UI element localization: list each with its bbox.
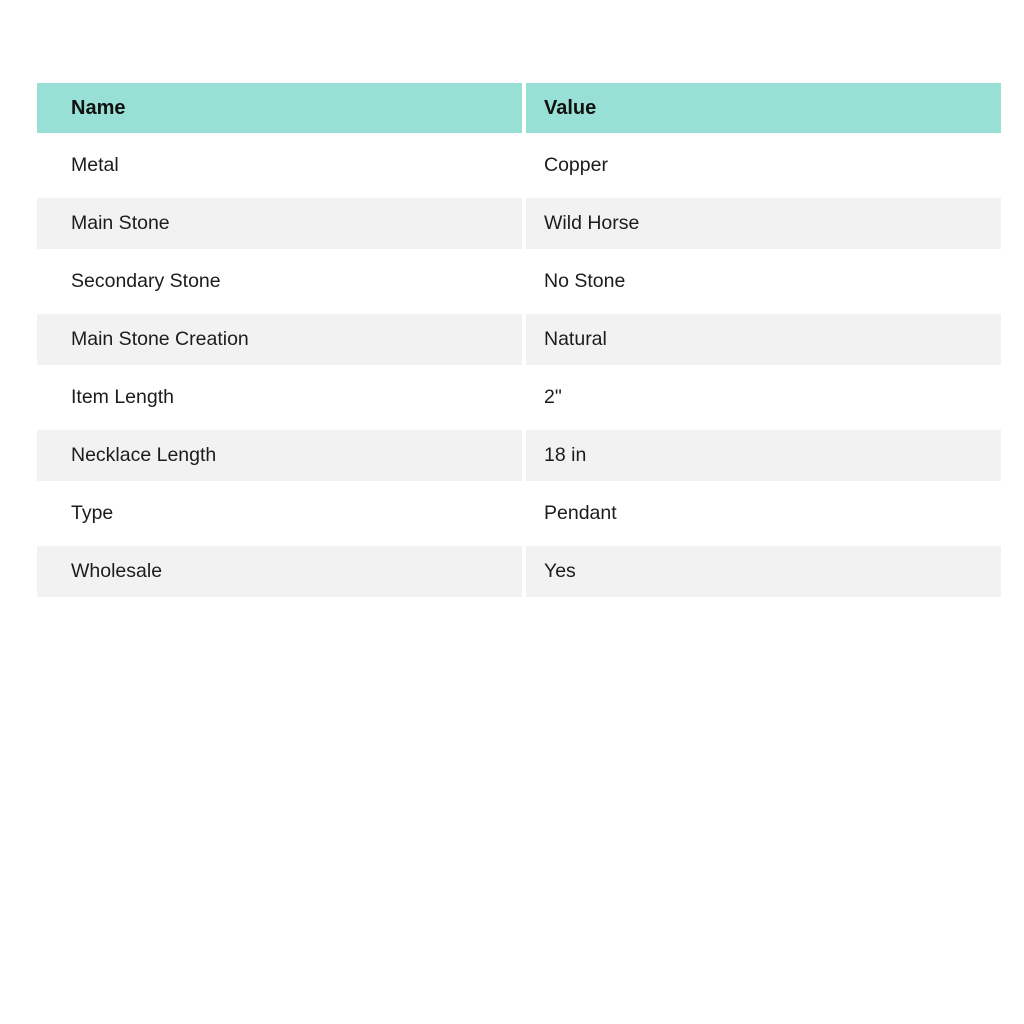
cell-value: No Stone <box>526 256 1001 307</box>
table-row <box>37 488 1001 539</box>
header-cell-value: Value <box>526 83 1001 133</box>
table-row <box>37 314 1001 365</box>
table-header-row <box>37 83 1001 133</box>
cell-value: Natural <box>526 314 1001 365</box>
table-row <box>37 546 1001 597</box>
cell-value: Wild Horse <box>526 198 1001 249</box>
spec-table <box>37 83 1001 604</box>
cell-value: 18 in <box>526 430 1001 481</box>
table-row <box>37 256 1001 307</box>
cell-name: Type <box>37 488 522 539</box>
cell-value: Pendant <box>526 488 1001 539</box>
cell-value: 2" <box>526 372 1001 423</box>
cell-name: Wholesale <box>37 546 522 597</box>
table-row <box>37 430 1001 481</box>
table-row <box>37 372 1001 423</box>
cell-name: Main Stone <box>37 198 522 249</box>
cell-value: Copper <box>526 140 1001 191</box>
cell-name: Item Length <box>37 372 522 423</box>
header-cell-name: Name <box>37 83 522 133</box>
cell-name: Necklace Length <box>37 430 522 481</box>
cell-name: Metal <box>37 140 522 191</box>
table-row <box>37 198 1001 249</box>
table-row <box>37 140 1001 191</box>
cell-value: Yes <box>526 546 1001 597</box>
cell-name: Secondary Stone <box>37 256 522 307</box>
cell-name: Main Stone Creation <box>37 314 522 365</box>
